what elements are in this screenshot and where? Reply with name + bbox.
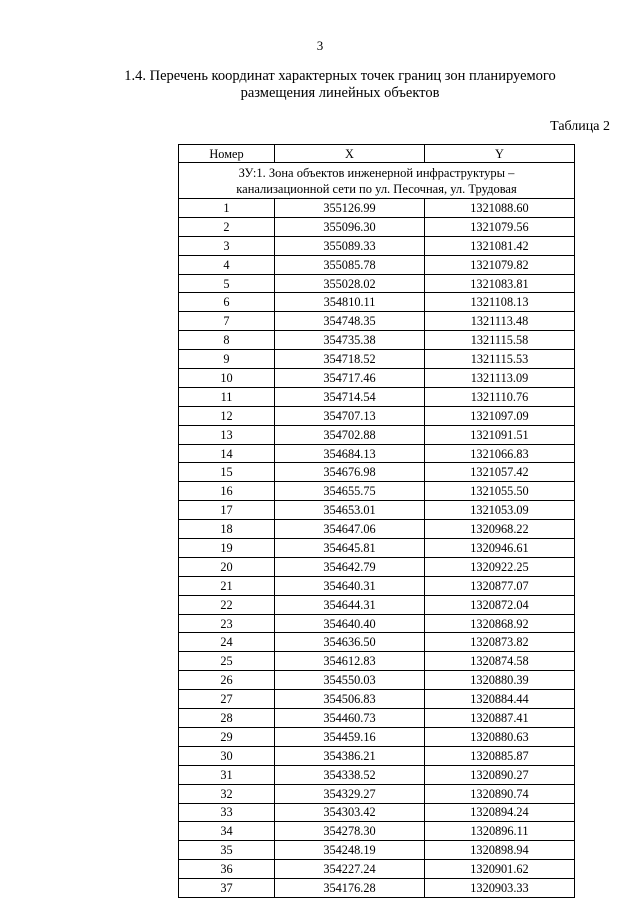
- table-row: [179, 444, 575, 463]
- table-row: [179, 803, 575, 822]
- cell-x: 354278.30: [275, 822, 425, 841]
- cell-x: 355028.02: [275, 274, 425, 293]
- cell-y: 1320896.11: [425, 822, 575, 841]
- cell-x: 354227.24: [275, 860, 425, 879]
- cell-x: 354748.35: [275, 312, 425, 331]
- cell-x: 354506.83: [275, 690, 425, 709]
- cell-x: 354702.88: [275, 425, 425, 444]
- cell-x: 354550.03: [275, 671, 425, 690]
- cell-x: 354460.73: [275, 709, 425, 728]
- cell-y: 1320898.94: [425, 841, 575, 860]
- page-number: 3: [316, 38, 324, 53]
- cell-x: 354718.52: [275, 350, 425, 369]
- cell-y: 1321055.50: [425, 482, 575, 501]
- cell-x: 354386.21: [275, 746, 425, 765]
- table-row: [179, 746, 575, 765]
- column-header-x: X: [275, 145, 425, 163]
- cell-y: 1320885.87: [425, 746, 575, 765]
- table-row: [179, 784, 575, 803]
- table-row: [179, 501, 575, 520]
- cell-y: 1321091.51: [425, 425, 575, 444]
- table-row: [179, 425, 575, 444]
- heading-line-2: размещения линейных объектов: [240, 85, 440, 101]
- cell-number: 4: [179, 255, 275, 274]
- cell-y: 1321110.76: [425, 387, 575, 406]
- cell-x: 355085.78: [275, 255, 425, 274]
- table-row: [179, 217, 575, 236]
- cell-y: 1321108.13: [425, 293, 575, 312]
- table-row: [179, 614, 575, 633]
- table-row: [179, 387, 575, 406]
- cell-x: 354176.28: [275, 879, 425, 898]
- cell-number: 11: [179, 387, 275, 406]
- cell-number: 5: [179, 274, 275, 293]
- cell-x: 354612.83: [275, 652, 425, 671]
- cell-y: 1320922.25: [425, 557, 575, 576]
- cell-number: 9: [179, 350, 275, 369]
- cell-number: 26: [179, 671, 275, 690]
- cell-number: 36: [179, 860, 275, 879]
- cell-number: 33: [179, 803, 275, 822]
- cell-x: 354653.01: [275, 501, 425, 520]
- cell-y: 1320880.63: [425, 727, 575, 746]
- cell-x: 354707.13: [275, 406, 425, 425]
- cell-number: 2: [179, 217, 275, 236]
- cell-number: 17: [179, 501, 275, 520]
- cell-y: 1320874.58: [425, 652, 575, 671]
- cell-x: 354459.16: [275, 727, 425, 746]
- cell-x: 355089.33: [275, 236, 425, 255]
- cell-number: 35: [179, 841, 275, 860]
- table-row: [179, 255, 575, 274]
- table-row: [179, 727, 575, 746]
- cell-x: 355096.30: [275, 217, 425, 236]
- table-row: [179, 765, 575, 784]
- cell-y: 1320868.92: [425, 614, 575, 633]
- cell-number: 18: [179, 520, 275, 539]
- cell-y: 1320873.82: [425, 633, 575, 652]
- table-row: [179, 293, 575, 312]
- cell-x: 354647.06: [275, 520, 425, 539]
- cell-number: 16: [179, 482, 275, 501]
- zone-title-row: [179, 163, 575, 199]
- table-row: [179, 671, 575, 690]
- cell-number: 10: [179, 369, 275, 388]
- cell-x: 354655.75: [275, 482, 425, 501]
- cell-x: 354717.46: [275, 369, 425, 388]
- cell-y: 1321113.09: [425, 369, 575, 388]
- cell-number: 28: [179, 709, 275, 728]
- column-header-y: Y: [425, 145, 575, 163]
- table-header-row: [179, 145, 575, 163]
- cell-y: 1321115.53: [425, 350, 575, 369]
- cell-number: 34: [179, 822, 275, 841]
- cell-y: 1321081.42: [425, 236, 575, 255]
- cell-y: 1320877.07: [425, 576, 575, 595]
- cell-number: 23: [179, 614, 275, 633]
- cell-y: 1320872.04: [425, 595, 575, 614]
- cell-x: 354640.40: [275, 614, 425, 633]
- table-row: [179, 595, 575, 614]
- cell-y: 1321113.48: [425, 312, 575, 331]
- cell-x: 354636.50: [275, 633, 425, 652]
- table-row: [179, 860, 575, 879]
- cell-x: 354338.52: [275, 765, 425, 784]
- table-row: [179, 520, 575, 539]
- cell-x: 354735.38: [275, 331, 425, 350]
- cell-number: 1: [179, 199, 275, 218]
- cell-number: 13: [179, 425, 275, 444]
- table-row: [179, 633, 575, 652]
- cell-number: 7: [179, 312, 275, 331]
- table-row: [179, 709, 575, 728]
- cell-y: 1320946.61: [425, 539, 575, 558]
- cell-y: 1321066.83: [425, 444, 575, 463]
- cell-x: 354640.31: [275, 576, 425, 595]
- zone-title-line-2: канализационной сети по ул. Песочная, ул. Трудовая: [236, 181, 517, 196]
- cell-y: 1321057.42: [425, 463, 575, 482]
- cell-y: 1320884.44: [425, 690, 575, 709]
- cell-y: 1321079.56: [425, 217, 575, 236]
- zone-title-line-1: ЗУ:1. Зона объектов инженерной инфраструктуры –: [238, 165, 515, 180]
- cell-number: 24: [179, 633, 275, 652]
- table-row: [179, 690, 575, 709]
- table-row: [179, 350, 575, 369]
- table-row: [179, 199, 575, 218]
- cell-y: 1321083.81: [425, 274, 575, 293]
- cell-y: 1320880.39: [425, 671, 575, 690]
- cell-number: 37: [179, 879, 275, 898]
- cell-y: 1320894.24: [425, 803, 575, 822]
- cell-number: 22: [179, 595, 275, 614]
- table-row: [179, 576, 575, 595]
- cell-x: 354644.31: [275, 595, 425, 614]
- zone-title-cell: [179, 163, 575, 199]
- table-row: [179, 652, 575, 671]
- cell-x: 354676.98: [275, 463, 425, 482]
- cell-y: 1320890.27: [425, 765, 575, 784]
- cell-y: 1321097.09: [425, 406, 575, 425]
- table-row: [179, 331, 575, 350]
- table-row: [179, 557, 575, 576]
- cell-number: 29: [179, 727, 275, 746]
- table-row: [179, 822, 575, 841]
- section-heading: [80, 68, 600, 102]
- cell-y: 1321079.82: [425, 255, 575, 274]
- table-label: Таблица 2: [550, 119, 610, 134]
- table-row: [179, 369, 575, 388]
- table-row: [179, 312, 575, 331]
- table-row: [179, 236, 575, 255]
- cell-x: 354303.42: [275, 803, 425, 822]
- cell-y: 1320901.62: [425, 860, 575, 879]
- cell-x: 354714.54: [275, 387, 425, 406]
- table-row: [179, 482, 575, 501]
- column-header-number: Номер: [179, 145, 275, 163]
- cell-number: 12: [179, 406, 275, 425]
- cell-y: 1320968.22: [425, 520, 575, 539]
- cell-y: 1320890.74: [425, 784, 575, 803]
- cell-number: 19: [179, 539, 275, 558]
- cell-y: 1321115.58: [425, 331, 575, 350]
- cell-number: 15: [179, 463, 275, 482]
- cell-x: 354645.81: [275, 539, 425, 558]
- cell-y: 1320887.41: [425, 709, 575, 728]
- cell-number: 27: [179, 690, 275, 709]
- heading-line-1: 1.4. Перечень координат характерных точек границ зон планируемого: [124, 68, 556, 84]
- cell-number: 31: [179, 765, 275, 784]
- cell-x: 354248.19: [275, 841, 425, 860]
- cell-number: 32: [179, 784, 275, 803]
- cell-x: 354810.11: [275, 293, 425, 312]
- coordinates-table: [178, 144, 575, 898]
- cell-y: 1321053.09: [425, 501, 575, 520]
- cell-x: 354329.27: [275, 784, 425, 803]
- cell-number: 6: [179, 293, 275, 312]
- table-row: [179, 841, 575, 860]
- table-row: [179, 463, 575, 482]
- cell-number: 21: [179, 576, 275, 595]
- table-row: [179, 879, 575, 898]
- cell-number: 8: [179, 331, 275, 350]
- cell-number: 14: [179, 444, 275, 463]
- cell-x: 355126.99: [275, 199, 425, 218]
- cell-x: 354684.13: [275, 444, 425, 463]
- cell-number: 25: [179, 652, 275, 671]
- table-row: [179, 406, 575, 425]
- cell-y: 1321088.60: [425, 199, 575, 218]
- cell-y: 1320903.33: [425, 879, 575, 898]
- cell-x: 354642.79: [275, 557, 425, 576]
- cell-number: 3: [179, 236, 275, 255]
- table-row: [179, 539, 575, 558]
- table-row: [179, 274, 575, 293]
- cell-number: 30: [179, 746, 275, 765]
- cell-number: 20: [179, 557, 275, 576]
